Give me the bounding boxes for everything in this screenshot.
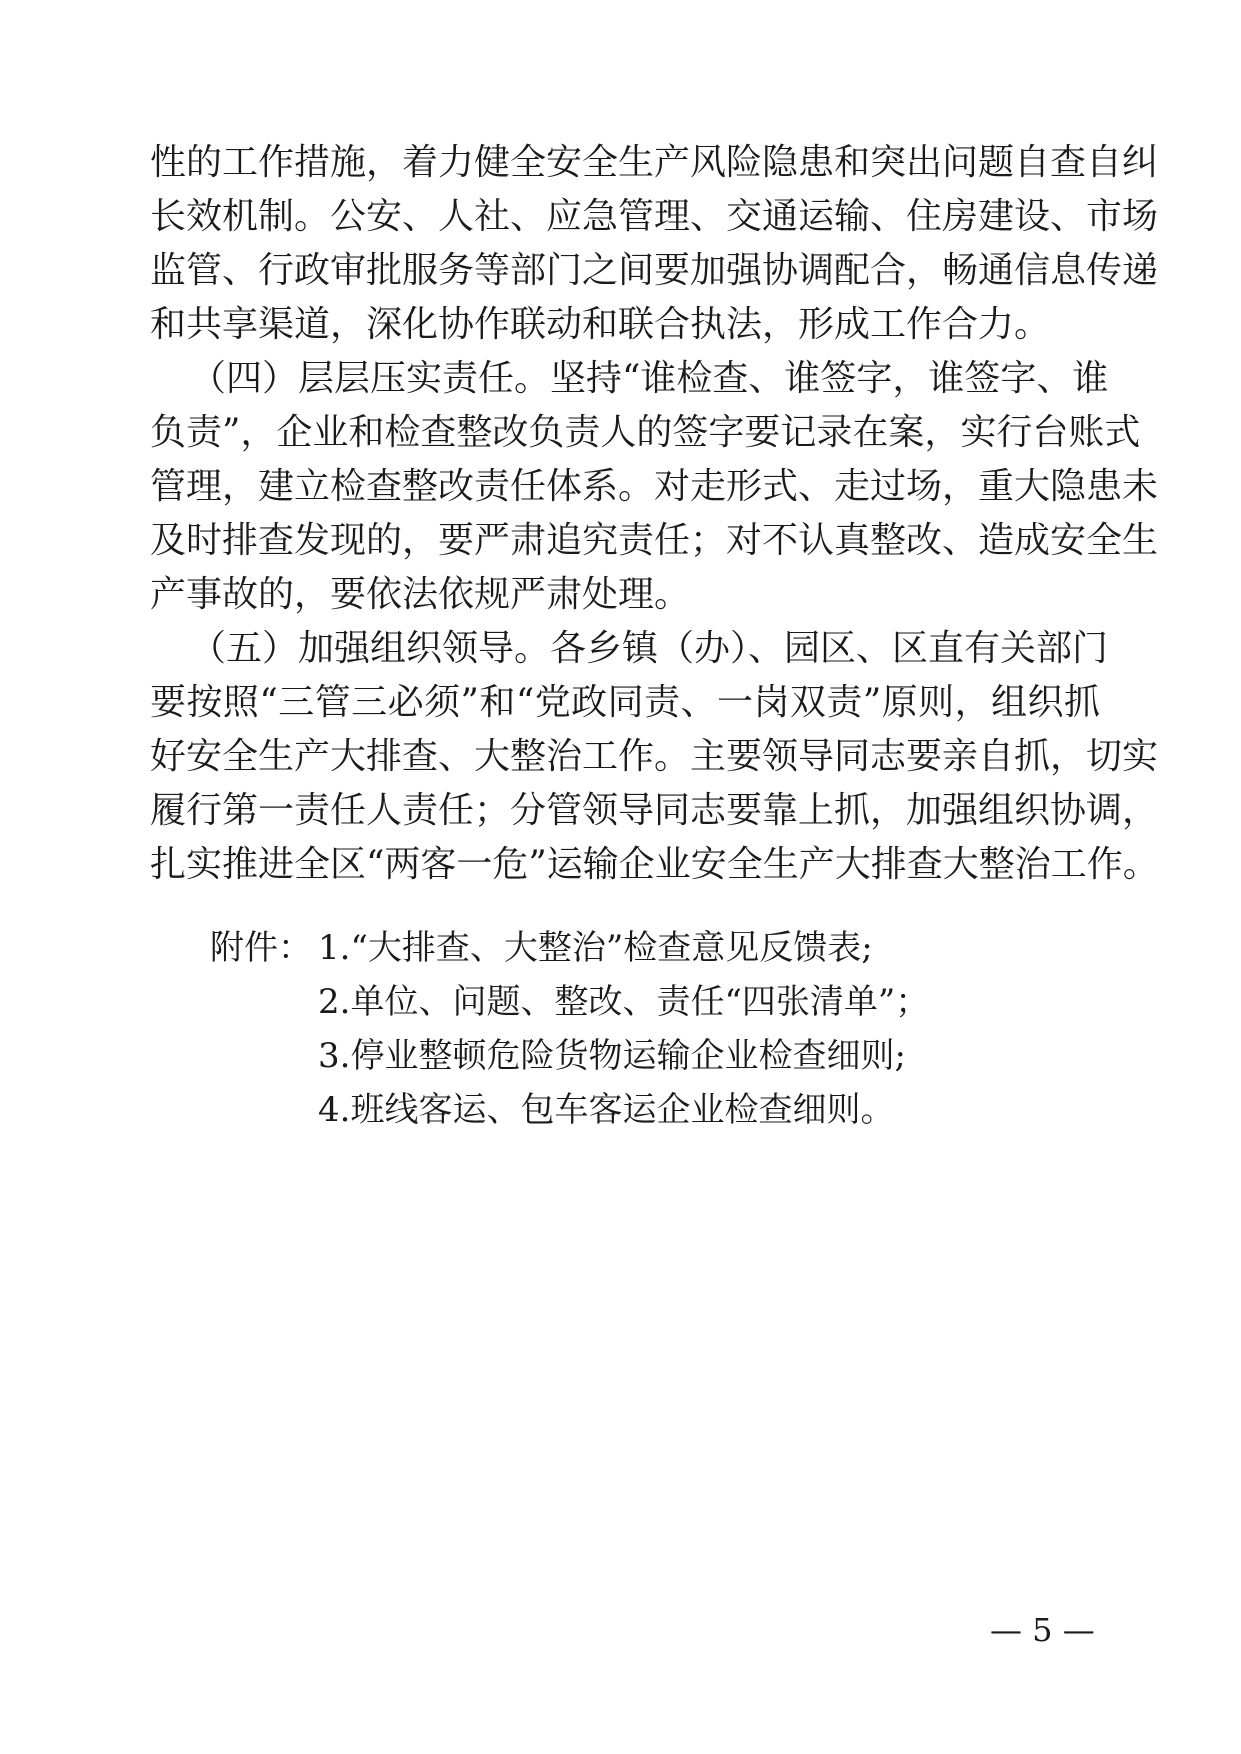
body-line: 长效机制。公安、人社、应急管理、交通运输、住房建设、市场	[150, 196, 1159, 237]
body-line: 扎实推进全区“两客一危”运输企业安全生产大排查大整治工作。	[150, 844, 1159, 885]
attachment-item: 3.停业整顿危险货物运输企业检查细则;	[318, 1036, 906, 1076]
attachments-label: 附件：	[210, 928, 312, 968]
body-line: 和共享渠道，深化协作联动和联合执法，形成工作合力。	[150, 304, 1051, 345]
page-number: — 5 —	[990, 1611, 1095, 1649]
body-line: 性的工作措施，着力健全安全生产风险隐患和突出问题自查自纠	[150, 142, 1159, 183]
section-five-heading-line: （五）加强组织领导。各乡镇（办）、园区、区直有关部门	[190, 628, 1109, 669]
body-line: 产事故的，要依法依规严肃处理。	[150, 574, 691, 615]
attachment-item: 4.班线客运、包车客运企业检查细则。	[318, 1090, 895, 1130]
body-line: 监管、行政审批服务等部门之间要加强协调配合，畅通信息传递	[150, 250, 1159, 291]
body-line: 履行第一责任人责任；分管领导同志要靠上抓，加强组织协调，	[150, 790, 1159, 831]
attachment-item: 1.“大排查、大整治”检查意见反馈表;	[318, 928, 873, 968]
body-line: 管理，建立检查整改责任体系。对走形式、走过场，重大隐患未	[150, 466, 1159, 507]
attachment-item: 2.单位、问题、整改、责任“四张清单”；	[318, 982, 930, 1022]
body-line: 好安全生产大排查、大整治工作。主要领导同志要亲自抓，切实	[150, 736, 1159, 777]
body-line: 及时排查发现的，要严肃追究责任；对不认真整改、造成安全生	[150, 520, 1159, 561]
body-line: 要按照“三管三必须”和“党政同责、一岗双责”原则，组织抓	[150, 682, 1100, 723]
section-four-heading-line: （四）层层压实责任。坚持“谁检查、谁签字，谁签字、谁	[190, 358, 1109, 399]
body-line: 负责”，企业和检查整改负责人的签字要记录在案，实行台账式	[150, 412, 1141, 453]
